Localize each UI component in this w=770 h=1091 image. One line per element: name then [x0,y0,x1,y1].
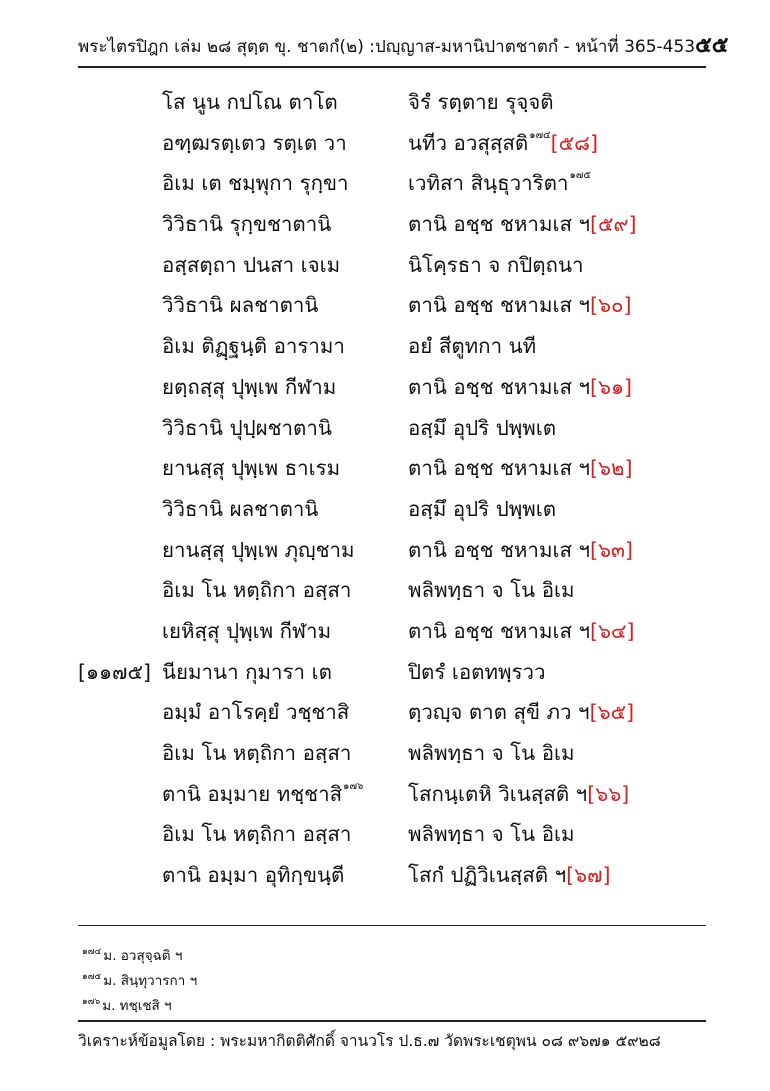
verse-first-half [162,733,351,774]
verse-second-half [408,163,591,204]
verse-text: พลิพทฺธา จ โน อิเม [408,822,575,847]
verse-line [78,489,718,530]
verse-text: เวทิสา สินฺธุวาริตา [408,171,569,196]
verse-text: พลิพทฺธา จ โน อิเม [408,578,575,603]
verse-second-half [408,489,556,530]
verse-line [78,326,718,367]
verse-second-half [408,326,536,367]
paragraph-number: [๑๑๗๕] [78,659,151,684]
verse-second-half [408,855,611,896]
verse-text: นียมานา กุมารา เต [162,659,332,684]
verse-reference: [๖๔] [590,618,635,643]
footnote-text: ม. สินฺทุวารกา ฯ [103,973,198,989]
verse-text: ตานิ อชฺช ชหามเส ฯ [408,537,591,562]
verse-text: ตฺวญฺจ ตาต สุขี ภว ฯ [408,700,590,725]
verse-text: อฑฺฒรตฺเตว รตฺเต วา [162,130,347,155]
verse-first-half [162,82,338,123]
verse-text: อิเม โน หตฺถิกา อสฺสา [162,578,352,603]
verse-second-half [408,570,575,611]
verse-text: อมฺมํ อาโรคฺยํ วชฺชาสิ [162,700,350,725]
verse-first-half [162,408,332,449]
verse-text: ตานิ อชฺช ชหามเส ฯ [408,293,591,318]
verse-text: ยตฺถสฺสุ ปุพฺเพ กีฬาม [162,374,337,399]
verse-reference: [๖๑] [590,374,633,399]
verse-text: อสฺมึ อุปริ ปพฺพเต [408,496,557,521]
verse-line [78,692,718,733]
verse-line [78,774,718,815]
verse-first-half [162,530,355,571]
verse-second-half [408,448,633,489]
verse-line [78,408,718,449]
footnote-marker: ๑๗๖ [343,780,364,792]
verse-line [78,530,718,571]
footnote-text: ม. ทชฺเชสิ ฯ [102,998,172,1014]
verse-text: ปิตรํ เอตทพฺรวว [408,659,546,684]
verse-text: โสกนฺเตหิ วิเนสฺสติ ฯ [408,781,588,806]
verse-reference: [๕๘] [550,130,598,155]
verse-text: จิรํ รตฺตาย รุจฺจติ [408,90,554,114]
verse-line [78,611,718,652]
verse-second-half [408,408,556,449]
verse-text: ยานสฺสุ ปุพฺเพ ธาเรม [162,456,341,481]
verse-text: โส นูน กปโณ ตาโต [162,90,338,114]
verse-reference: [๖๐] [590,293,632,318]
verse-second-half [408,285,632,326]
verse-text: ตานิ อชฺช ชหามเส ฯ [408,212,591,237]
footnote [82,990,197,1015]
verse-reference: [๖๖] [587,781,630,806]
verse-first-half [162,123,347,164]
verse-line [78,814,718,855]
footnote [82,965,197,990]
verse-line [78,652,718,693]
footnote [82,940,197,965]
footnote-number: ๑๗๕ [82,972,102,982]
footnote-number: ๑๗๖ [82,997,101,1007]
verse-line [78,855,718,896]
verse-reference: [๖๓] [590,537,634,562]
footnote-text: ม. อวสุจฺฉติ ฯ [103,948,183,964]
verse-text: นทีว อวสุสฺสติ [408,130,529,155]
verse-text: ยานสฺสุ ปุพฺเพ ภุญฺชาม [162,537,355,562]
verse-text: นิโคฺรธา จ กปิตฺถนา [408,252,584,277]
verse-second-half [408,692,634,733]
verse-text: อิเม เต ชมฺพุกา รุกฺขา [162,171,349,196]
verse-line [78,82,718,123]
header-title: พระไตรปิฎก เล่ม ๒๘ สุตฺต ขุ. ชาตกํ(๒) :ปญฺญาส-มหานิปาตชาตกํ - หน้าที่ 365-453 [78,37,696,57]
verse-line [78,123,718,164]
verse-text: วิวิธานิ รุกฺขชาตานิ [162,212,332,237]
verse-text: วิวิธานิ ปุปฺผชาตานิ [162,415,332,440]
verse-second-half [408,530,633,571]
verse-text: อยํ สีตูทกา นที [408,334,537,359]
verse-first-half [162,652,332,693]
verse-text: โสกํ ปฏิวิเนสฺสติ ฯ [408,863,567,888]
page-number: ๕๕ [695,33,729,58]
verse-text: อสฺสตฺถา ปนสา เจเม [162,252,341,277]
verse-text: ตานิ อชฺช ชหามเส ฯ [408,618,591,643]
verse-second-half [408,652,546,693]
page-header [78,26,729,68]
verse-block [78,82,718,896]
verse-first-half [162,774,363,815]
verse-text: อิเม ติฏฺฐนฺติ อารามา [162,334,345,359]
verse-second-half [408,733,575,774]
footnote-list [82,940,197,1015]
verse-text: เยหิสฺสุ ปุพฺเพ กีฬาม [162,618,332,643]
verse-text: ตานิ อมฺมา อุทิกฺขนฺตี [162,863,345,888]
footnote-divider [78,925,706,926]
verse-first-half [162,570,351,611]
verse-first-half [162,285,318,326]
verse-text: วิวิธานิ ผลชาตานิ [162,293,319,318]
verse-text: ตานิ อชฺช ชหามเส ฯ [408,456,591,481]
verse-second-half [408,367,632,408]
verse-second-half [408,245,584,286]
verse-first-half [162,326,345,367]
verse-first-half [162,611,331,652]
verse-line [78,285,718,326]
footnote-number: ๑๗๔ [82,947,102,957]
verse-text: พลิพทฺธา จ โน อิเม [408,741,575,765]
verse-text: อิเม โน หตฺถิกา อสฺสา [162,822,352,847]
verse-first-half [162,692,349,733]
verse-line [78,245,718,286]
verse-line [78,163,718,204]
verse-reference: [๖๒] [590,456,633,481]
verse-text: วิวิธานิ ผลชาตานิ [162,496,319,521]
verse-second-half [408,814,575,855]
verse-line [78,204,718,245]
verse-second-half [408,123,598,164]
verse-reference: [๖๕] [589,700,635,725]
footnote-marker: ๑๗๕ [569,170,591,182]
verse-reference: [๕๙] [590,212,637,237]
verse-second-half [408,82,554,123]
verse-text: ตานิ อชฺช ชหามเส ฯ [408,374,591,399]
footer-credit: วิเคราะห์ข้อมูลโดย : พระมหากิตติศักดิ์ จานวโร ป.ธ.๗ วัดพระเชตุพน ๐๘ ๙๖๗๑ ๕๙๒๘ [78,1032,661,1050]
verse-second-half [408,204,637,245]
verse-first-half [162,367,336,408]
verse-first-half [162,245,340,286]
verse-first-half [162,163,349,204]
verse-first-half [162,489,318,530]
verse-first-half [162,855,344,896]
verse-line [78,733,718,774]
verse-line [78,367,718,408]
footnote-marker: ๑๗๔ [529,129,551,141]
verse-first-half [162,814,351,855]
verse-second-half [408,611,635,652]
verse-second-half [408,774,629,815]
verse-text: อสฺมึ อุปริ ปพฺพเต [408,415,557,440]
verse-line [78,570,718,611]
verse-first-half [162,448,340,489]
verse-line [78,448,718,489]
verse-text: อิเม โน หตฺถิกา อสฺสา [162,741,352,765]
page-footer [78,1020,706,1053]
verse-text: ตานิ อมฺมาย ทชฺชาสิ [162,781,343,806]
verse-first-half [162,204,331,245]
verse-reference: [๖๗] [566,863,611,888]
